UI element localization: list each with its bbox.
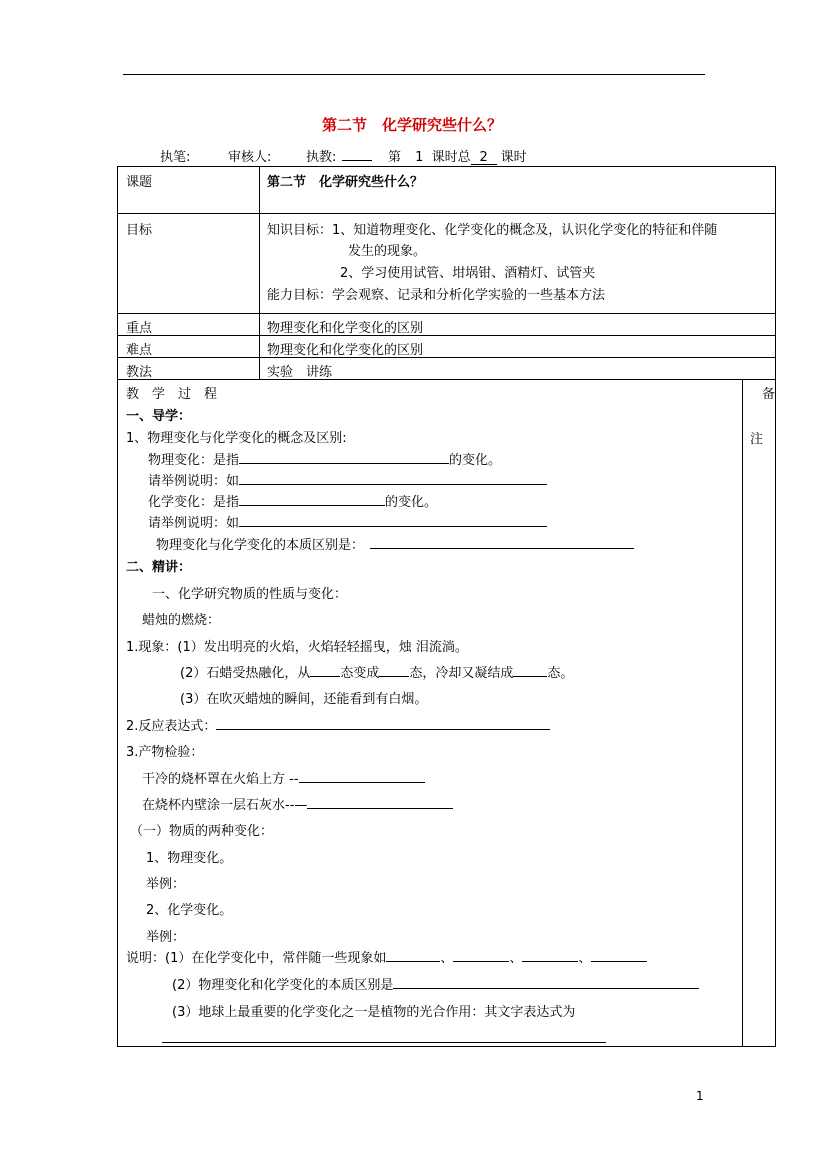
note-3: (3）地球上最重要的化学变化之一是植物的光合作用：其文字表达式为 bbox=[172, 1005, 576, 1020]
section-1-heading: 一、导学： bbox=[126, 409, 192, 424]
difficulty-label: 难点 bbox=[126, 343, 153, 358]
example-line-2: 请举例说明：如 bbox=[148, 512, 547, 531]
goal-line-4: 能力目标：学会观察、记录和分析化学实验的一些基本方法 bbox=[267, 288, 606, 303]
goal-line-1: 知识目标：1、知道物理变化、化学变化的概念及，认识化学变化的特征和伴随 bbox=[267, 223, 718, 238]
method-value: 实验 讲练 bbox=[267, 365, 333, 380]
product-test-heading: 3.产物检验： bbox=[126, 745, 204, 760]
section-2-heading: 二、精讲： bbox=[126, 560, 192, 575]
writer-label: 执笔: bbox=[160, 150, 191, 165]
physical-change-item: 1、物理变化。 bbox=[146, 851, 233, 866]
page-number: 1 bbox=[696, 1089, 704, 1103]
note-3-answer-line bbox=[162, 1042, 606, 1043]
physical-change-definition: 物理变化：是指 的变化。 bbox=[148, 449, 501, 468]
reaction-expression: 2.反应表达式： bbox=[126, 715, 550, 734]
chemical-change-example: 举例： bbox=[146, 930, 186, 945]
physical-change-example: 举例： bbox=[146, 877, 186, 892]
two-changes-heading: （一）物质的两种变化： bbox=[130, 824, 274, 839]
goal-line-2: 发生的现象。 bbox=[348, 244, 427, 259]
note-1: 说明：(1）在化学变化中，常伴随一些现象如 、 、 、 bbox=[126, 947, 647, 966]
page-title: 第二节 化学研究些什么？ bbox=[322, 116, 503, 134]
question-1: 1、物理变化与化学变化的概念及区别: bbox=[126, 431, 347, 446]
process-label: 教 学 过 程 bbox=[126, 387, 218, 402]
chemical-change-item: 2、化学变化。 bbox=[146, 903, 233, 918]
notes-label-top: 备 bbox=[762, 387, 776, 402]
candle-heading: 蜡烛的燃烧： bbox=[142, 613, 221, 628]
product-test-2: 在烧杯内壁涂一层石灰水--— bbox=[142, 794, 453, 813]
lesson-info: 第 1 课时总 2 课时 bbox=[388, 150, 527, 165]
chemical-change-definition: 化学变化：是指 的变化。 bbox=[148, 491, 437, 510]
topic-value: 第二节 化学研究些什么？ bbox=[267, 175, 424, 190]
notes-label-bottom: 注 bbox=[750, 432, 764, 447]
observation-3: (3）在吹灭蜡烛的瞬间，还能看到有白烟。 bbox=[180, 692, 428, 707]
topic-label: 课题 bbox=[126, 175, 153, 190]
difficulty-value: 物理变化和化学变化的区别 bbox=[267, 343, 424, 358]
observation-1: 1.现象：(1）发出明亮的火焰，火焰轻轻摇曳，烛 泪流淌。 bbox=[126, 640, 468, 655]
observation-2: (2）石蜡受热融化，从 态变成 态，冷却又凝结成 态。 bbox=[180, 662, 573, 681]
goal-line-3: 2、学习使用试管、坩埚钳、酒精灯、试管夹 bbox=[340, 266, 596, 281]
example-line-1: 请举例说明：如 bbox=[148, 470, 547, 489]
note-2: (2）物理变化和化学变化的本质区别是 bbox=[172, 974, 699, 993]
method-label: 教法 bbox=[126, 365, 153, 380]
key-point-label: 重点 bbox=[126, 321, 153, 336]
key-point-value: 物理变化和化学变化的区别 bbox=[267, 321, 424, 336]
essence-question: 物理变化与化学变化的本质区别是： bbox=[156, 534, 634, 553]
header-rule bbox=[123, 74, 705, 75]
reviewer-label: 审核人: bbox=[228, 150, 272, 165]
subsection-1: 一、化学研究物质的性质与变化： bbox=[152, 587, 348, 602]
product-test-1: 干冷的烧杯罩在火焰上方 -- bbox=[142, 768, 425, 787]
goal-label: 目标 bbox=[126, 223, 153, 238]
teacher-label: 执教: bbox=[306, 146, 372, 165]
